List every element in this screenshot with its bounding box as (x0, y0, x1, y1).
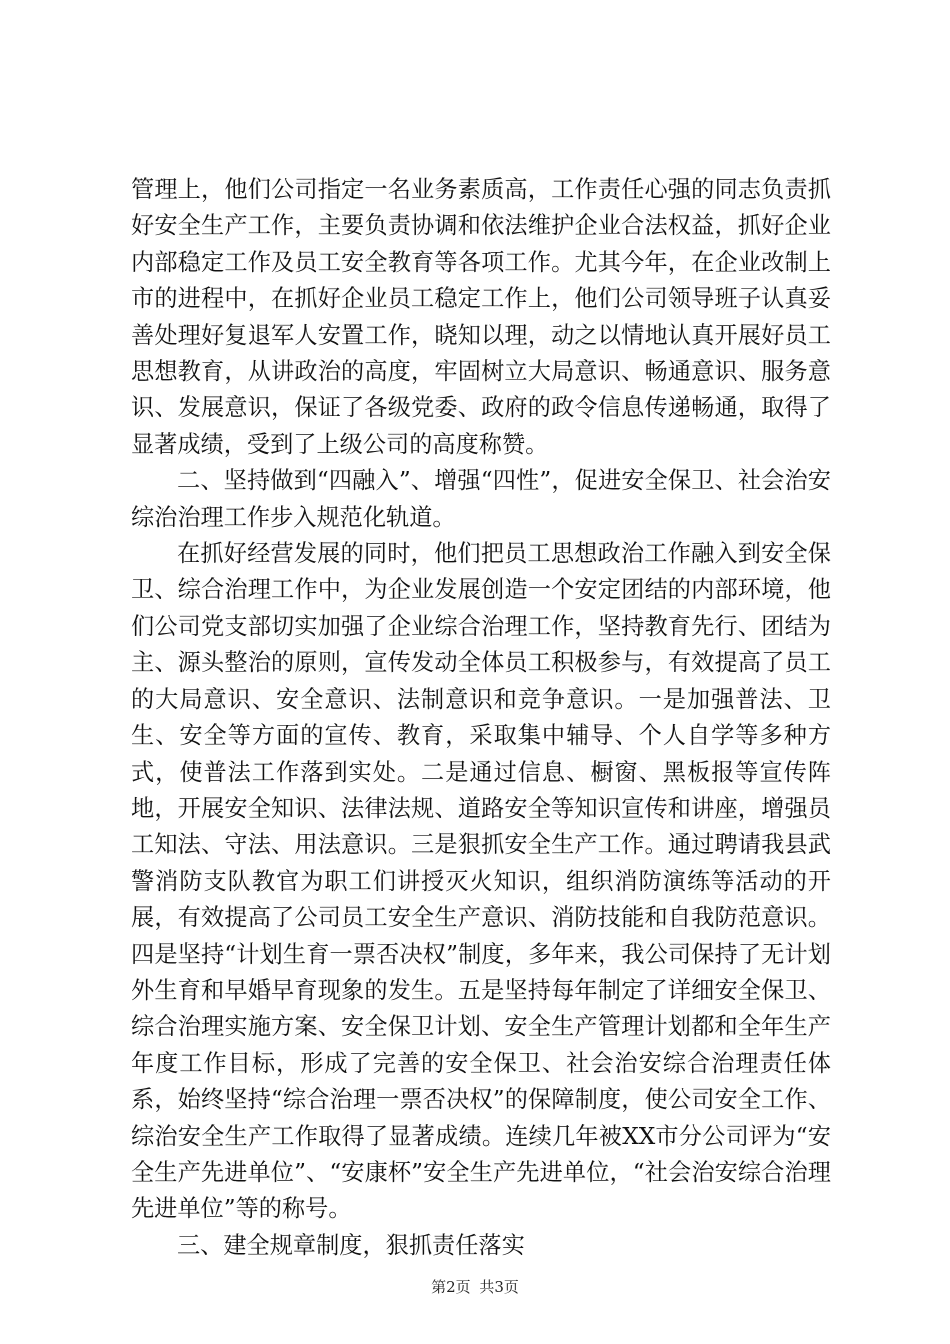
page-number: 第2页 (431, 1278, 471, 1296)
paragraph-safety-work: 在抓好经营发展的同时，他们把员工思想政治工作融入到安全保卫、综合治理工作中，为企业发展创造一个安定团结的内部环境，他们公司党支部切实加强了企业综合治理工作，坚持教育先行、团结为主、源头整治的原则，宣传发动全体员工积极参与，有效提高了员工的大局意识、安全意识、法制意识和竞争意识。一是加强普法、卫生、安全等方面的宣传、教育，采取集中辅导、个人自学等多种方式，使普法工作落到实处。二是通过信息、橱窗、黑板报等宣传阵地，开展安全知识、法律法规、道路安全等知识宣传和讲座，增强员工知法、守法、用法意识。三是狠抓安全生产工作。通过聘请我县武警消防支队教官为职工们讲授灭火知识，组织消防演练等活动的开展，有效提高了公司员工安全生产意识、消防技能和自我防范意识。四是坚持“计划生育一票否决权”制度，多年来，我公司保持了无计划外生育和早婚早育现象的发生。五是坚持每年制定了详细安全保卫、综合治理实施方案、安全保卫计划、安全生产管理计划都和全年生产年度工作目标，形成了完善的安全保卫、社会治安综合治理责任体系，始终坚持“综合治理一票否决权”的保障制度，使公司安全工作、综治安全生产工作取得了显著成绩。连续几年被XX市分公司评为“安全生产先进单位”、“安康杯”安全生产先进单位，“社会治安综合治理先进单位”等的称号。 (131, 540, 831, 1223)
page-total: 共3页 (479, 1278, 519, 1296)
document-body (131, 172, 831, 1264)
section-heading-three: 三、建全规章制度，狠抓责任落实 (177, 1231, 525, 1259)
section-heading-two: 二、坚持做到“四融入”、增强“四性”，促进安全保卫、社会治安综治治理工作步入规范化轨道。 (131, 467, 831, 531)
paragraph-management: 管理上，他们公司指定一名业务素质高，工作责任心强的同志负责抓好安全生产工作，主要负责协调和依法维护企业合法权益，抓好企业内部稳定工作及员工安全教育等各项工作。尤其今年，在企业改制上市的进程中，在抓好企业员工稳定工作上，他们公司领导班子认真妥善处理好复退军人安置工作，晓知以理，动之以情地认真开展好员工思想教育，从讲政治的高度，牢固树立大局意识、畅通意识、服务意识、发展意识，保证了各级党委、政府的政令信息传递畅通，取得了显著成绩，受到了上级公司的高度称赞。 (131, 176, 831, 458)
page-footer (0, 1277, 950, 1297)
